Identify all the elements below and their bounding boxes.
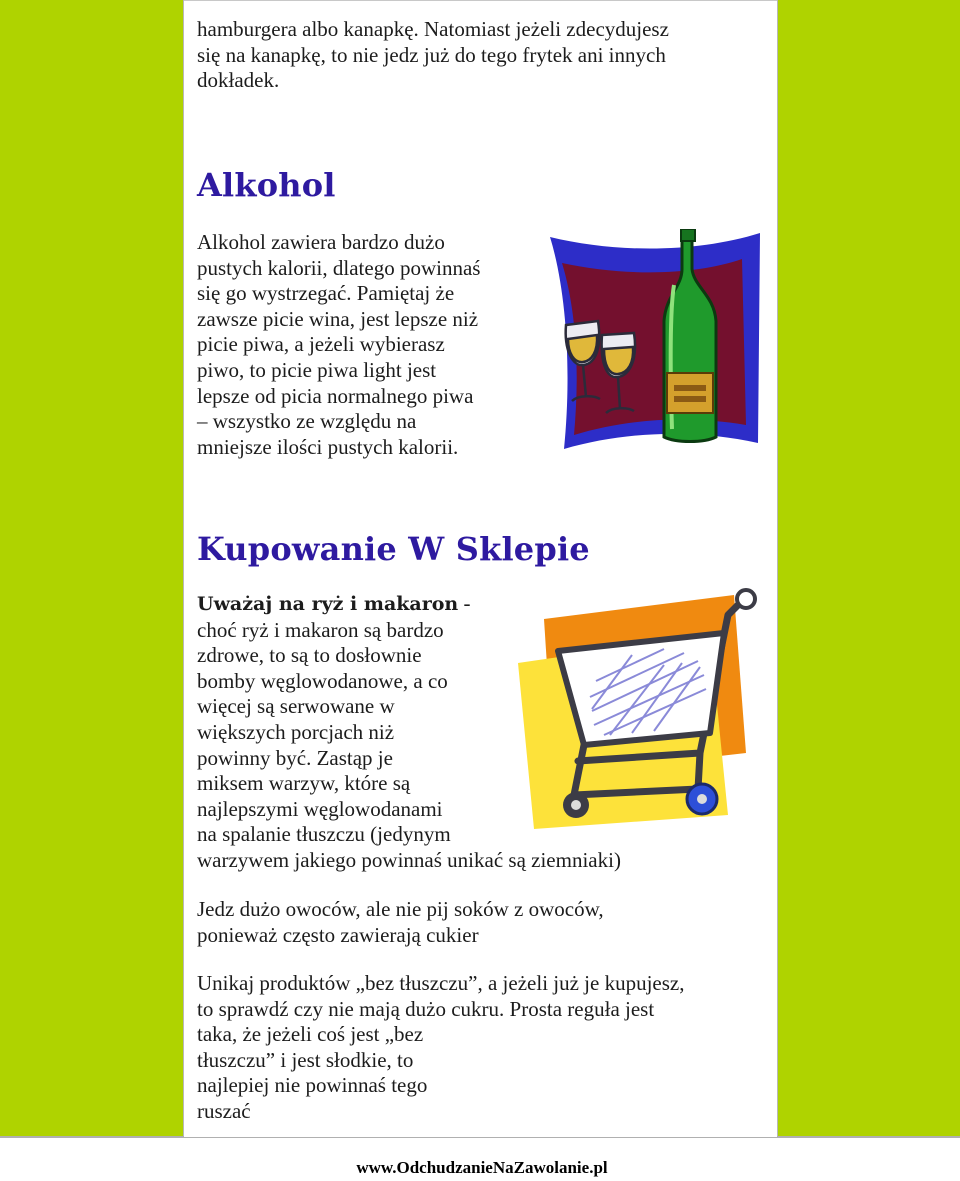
alkohol-line: lepsze od picia normalnego piwa bbox=[197, 383, 474, 408]
ryz-line: miksem warzyw, które są bbox=[197, 771, 411, 796]
section-title-kupowanie: Kupowanie W Sklepie bbox=[197, 530, 590, 568]
intro-line: dokładek. bbox=[197, 68, 280, 93]
tluszcz-line: Unikaj produktów „bez tłuszczu”, a jeżeli już je kupujesz, bbox=[197, 971, 685, 995]
alkohol-line: mniejsze ilości pustych kalorii. bbox=[197, 434, 459, 459]
ryz-line: powinny być. Zastąp je bbox=[197, 745, 393, 770]
ryz-line: na spalanie tłuszczu (jedynym bbox=[197, 822, 451, 847]
tluszcz-line: ruszać bbox=[197, 1098, 251, 1123]
alkohol-line: Alkohol zawiera bardzo dużo bbox=[197, 230, 445, 254]
tluszcz-line: to sprawdź czy nie mają dużo cukru. Prosta reguła jest bbox=[197, 996, 655, 1021]
intro-paragraph bbox=[197, 17, 767, 94]
left-sidebar-band bbox=[0, 0, 184, 1137]
alkohol-paragraph bbox=[197, 230, 537, 460]
tluszcz-line: taka, że jeżeli coś jest „bez bbox=[197, 1022, 424, 1047]
ryz-line: więcej są serwowane w bbox=[197, 694, 395, 719]
owoce-line: Jedz dużo owoców, ale nie pij soków z owoców, bbox=[197, 897, 604, 921]
ryz-line: bomby węglowodanowe, a co bbox=[197, 668, 448, 693]
bez-tluszczu-paragraph bbox=[197, 971, 772, 1125]
owoce-line: ponieważ często zawierają cukier bbox=[197, 922, 479, 947]
alkohol-line: się go wystrzegać. Pamiętaj że bbox=[197, 281, 455, 306]
right-sidebar-band bbox=[777, 0, 960, 1137]
alkohol-line: piwo, to picie piwa light jest bbox=[197, 357, 437, 382]
page-content bbox=[184, 0, 777, 1137]
shopping-cart-icon bbox=[514, 585, 764, 841]
owoce-paragraph bbox=[197, 897, 767, 948]
alkohol-line: picie piwa, a jeżeli wybierasz bbox=[197, 332, 445, 357]
section-title-alkohol: Alkohol bbox=[197, 166, 336, 204]
ryz-line: większych porcjach niż bbox=[197, 719, 395, 744]
ryz-line: choć ryż i makaron są bardzo bbox=[197, 617, 444, 642]
tluszcz-line: tłuszczu” i jest słodkie, to bbox=[197, 1047, 414, 1072]
ryz-line: warzywem jakiego powinnaś unikać są ziemniaki) bbox=[197, 847, 621, 872]
ryz-line: zdrowe, to są to dosłownie bbox=[197, 643, 422, 668]
alkohol-line: zawsze picie wina, jest lepsze niż bbox=[197, 306, 479, 331]
alkohol-line: – wszystko ze względu na bbox=[197, 409, 417, 434]
ryz-line: najlepszymi węglowodanami bbox=[197, 796, 443, 821]
intro-line: hamburgera albo kanapkę. Natomiast jeżeli zdecydujesz bbox=[197, 17, 669, 41]
wine-bottle-and-glasses-icon bbox=[546, 229, 766, 454]
intro-line: się na kanapkę, to nie jedz już do tego frytek ani innych bbox=[197, 42, 666, 67]
alkohol-line: pustych kalorii, dlatego powinnaś bbox=[197, 255, 481, 280]
ryz-lead-text: Uważaj na ryż i makaron bbox=[197, 593, 459, 615]
footer-website-url: www.OdchudzanieNaZawolanie.pl bbox=[356, 1158, 608, 1177]
tluszcz-line: najlepiej nie powinnaś tego bbox=[197, 1073, 428, 1098]
ryz-line: - bbox=[458, 591, 471, 615]
